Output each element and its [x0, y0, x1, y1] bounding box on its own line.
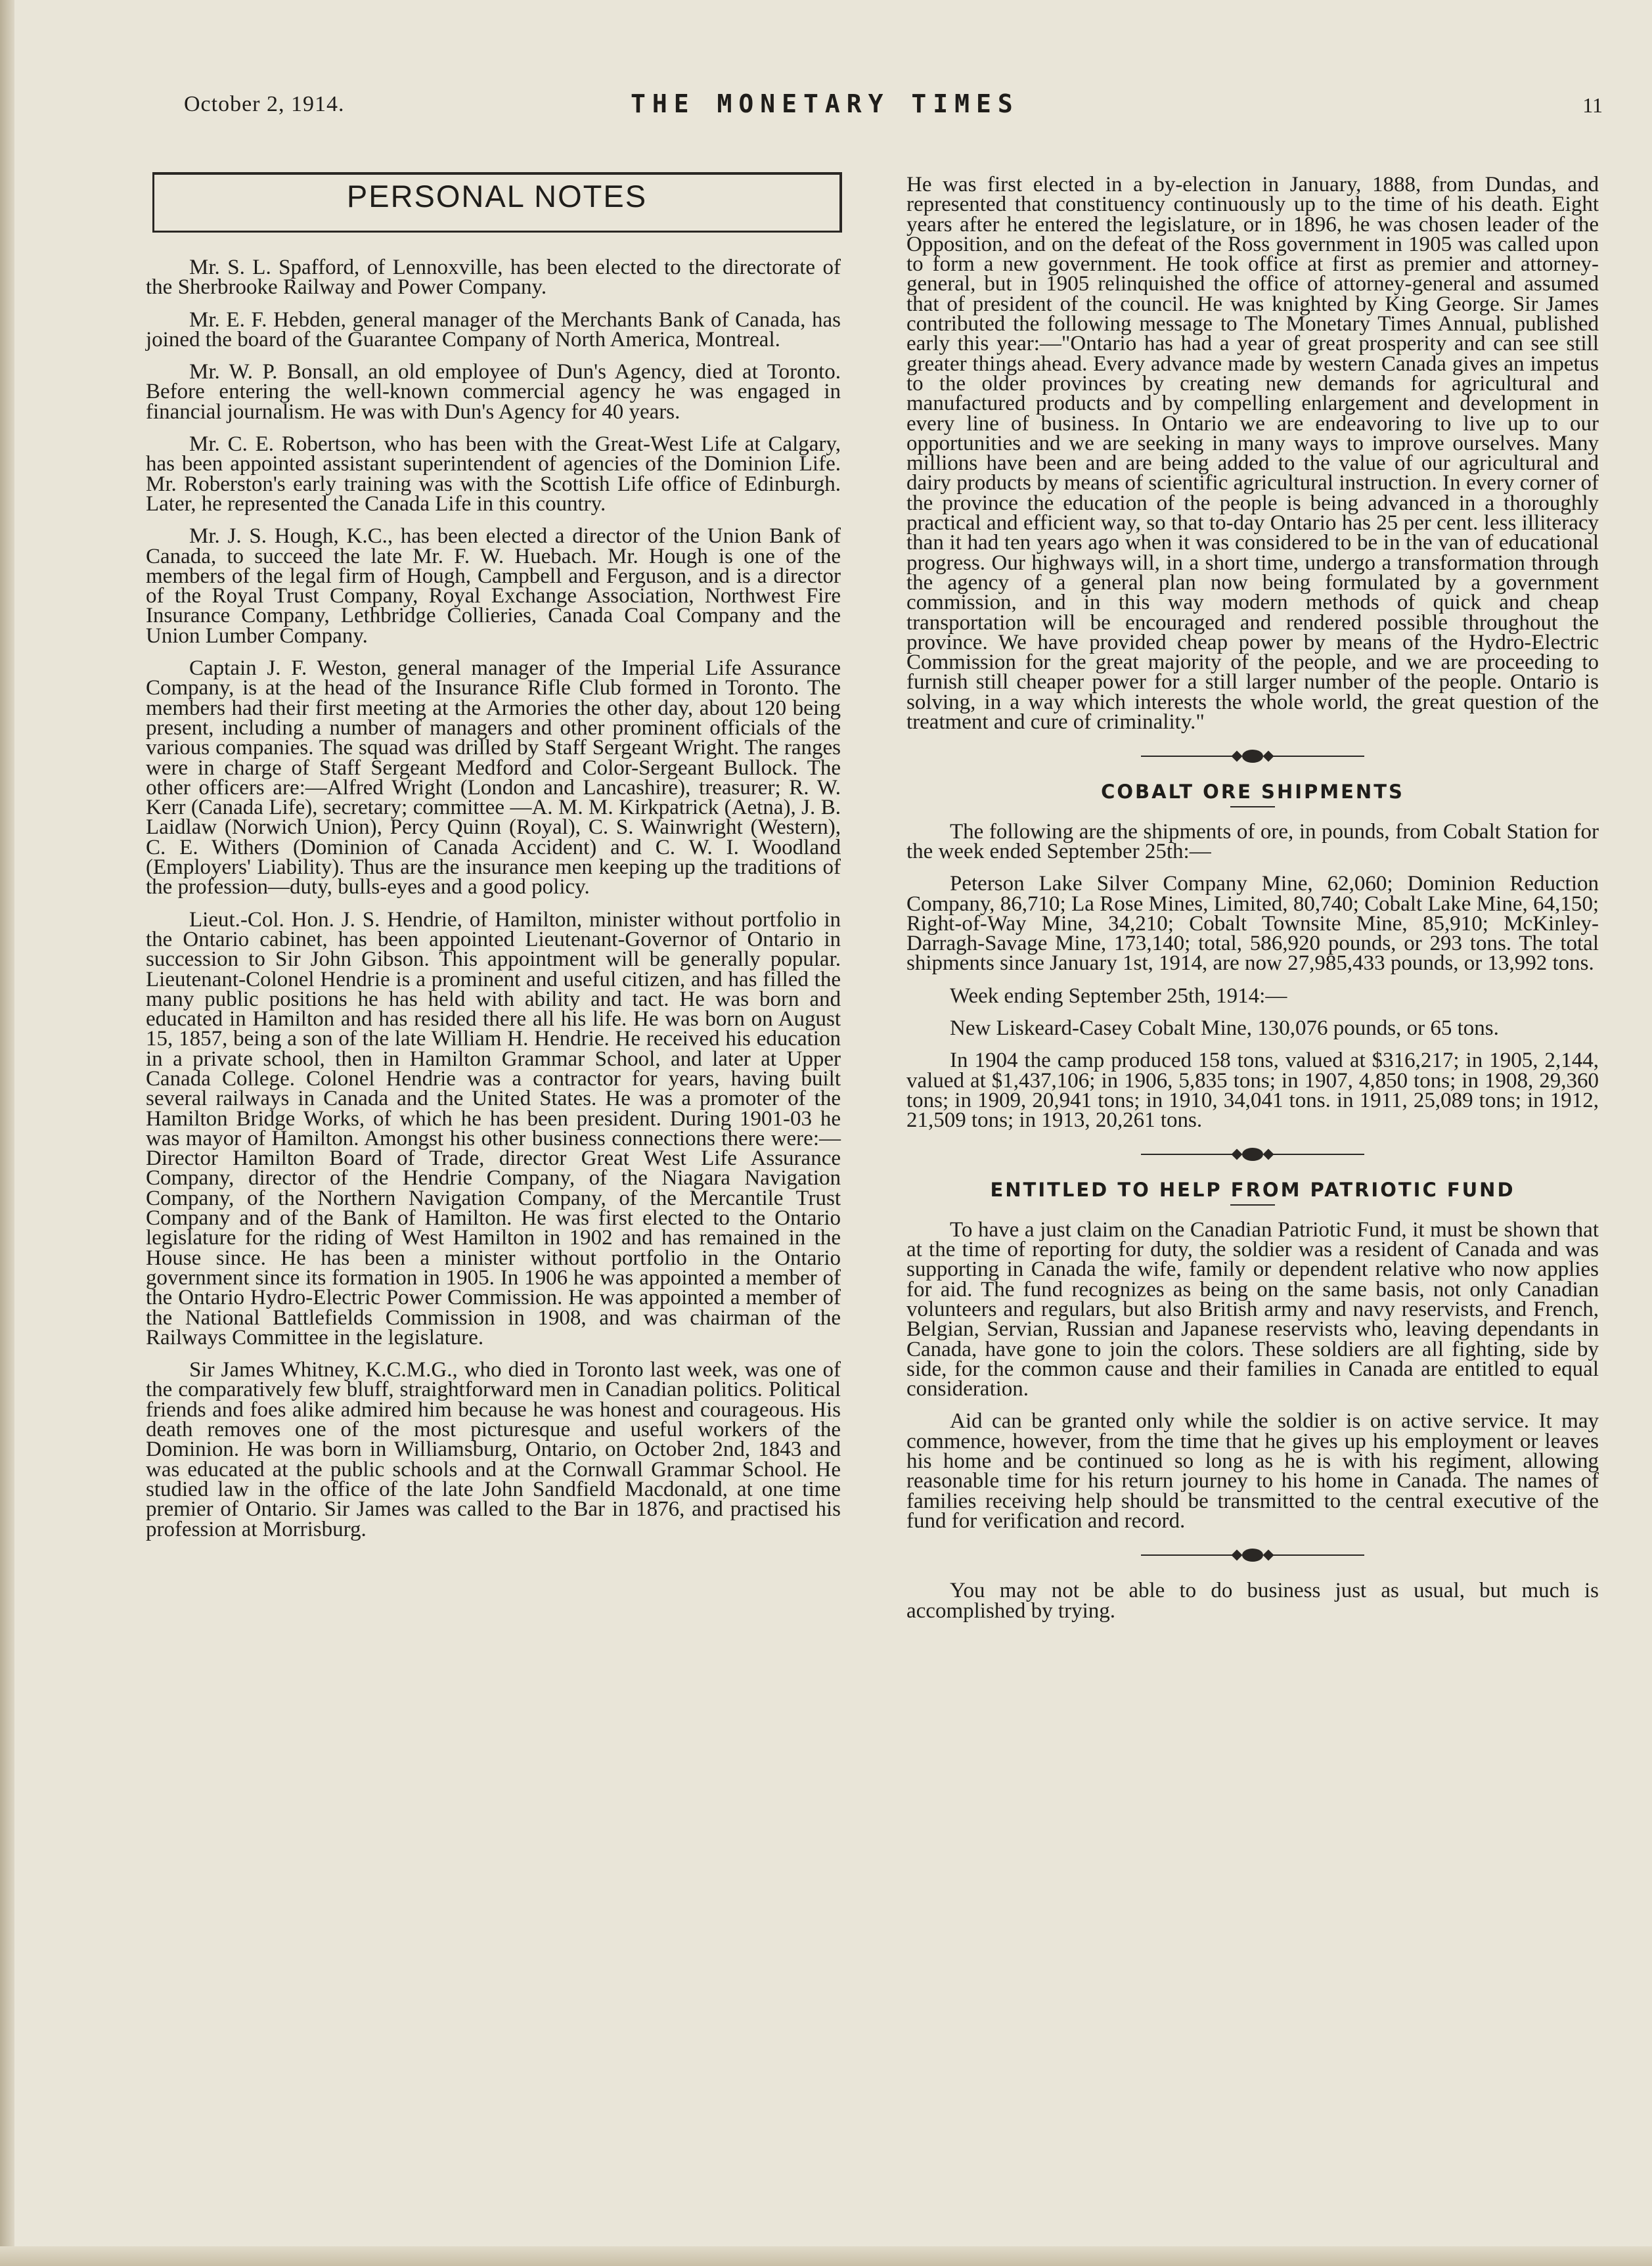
heading-rule — [1230, 1204, 1275, 1206]
right-column — [906, 175, 1599, 1633]
section-title: PERSONAL NOTES — [346, 179, 648, 214]
page-bottom-edge — [0, 2246, 1652, 2266]
issue-date: October 2, 1914. — [184, 92, 345, 116]
page-gutter-shadow — [0, 0, 14, 2266]
personal-note-paragraph: Mr. W. P. Bonsall, an old employee of Dun's Agency, died at Toronto. Before entering the well-known commercial agency he was engaged in financial journalism. He was with Dun's Agency for 40 years. — [146, 360, 841, 424]
personal-note-paragraph: Mr. J. S. Hough, K.C., has been elected a director of the Union Bank of Canada, to succeed the late Mr. F. W. Huebach. Mr. Hough is one of the members of the legal firm of Hough, Campbell and Ferguson, and is a director of the Royal Trust Company, Royal Exchange Association, Northwest Fire Insurance Company, Lethbridge Collieries, Canada Coal Company and the Union Lumber Company. — [146, 524, 841, 648]
personal-note-paragraph: Mr. E. F. Hebden, general manager of the Merchants Bank of Canada, has joined the board of the Guarantee Company of North America, Montreal. — [146, 307, 841, 351]
section-divider-ornament — [1141, 1545, 1364, 1565]
patriotic-paragraph: Aid can be granted only while the soldier is on active service. It may commence, however, from the time that he gives up his employment or leaves his home and be continued so long as he is with his regiment, allowing reasonable time for his return journey to his home in Canada. The names of families receiving help should be transmitted to the central executive of the fund for verification and record. — [906, 1409, 1599, 1533]
personal-note-paragraph: Lieut.-Col. Hon. J. S. Hendrie, of Hamilton, minister without portfolio in the Ontario cabinet, has been appointed Lieutenant-Governor of Ontario in succession to Sir John Gibson. This appointment will be generally popular. Lieutenant-Colonel Hendrie is a prominent and useful citizen, and has filled the many public positions he has held with ability and tact. He was born and educated in Hamilton and has resided there all his life. He was born on August 15, 1857, being a son of the late William H. Hendrie. He received his education in a private school, then in Hamilton Grammar School, and later at Upper Canada College. Colonel Hendrie was a contractor for years, having built several railways in Canada and the United States. He was a promoter of the Hamilton Bridge Works, of which he has been president. During 1901-03 he was mayor of Hamilton. Amongst his other business connections there were:—Director Hamilton Board of Trade, director Great West Life Assurance Company, director of the Hendrie Company, of the Niagara Navigation Company, of the Northern Navigation Company, of the Mercantile Trust Company and of the Bank of Hamilton. He was first elected to the Ontario legislature for the riding of West Hamilton in 1902 and has remained in the House since. He has been a minister without portfolio in the Ontario government since its formation in 1905. In 1906 he was appointed a member of the Ontario Hydro-Electric Power Commission. He was appointed a member of the National Battlefields Commission in 1908, and was chairman of the Railways Committee in the legislature. — [146, 907, 841, 1349]
personal-note-paragraph: Mr. S. L. Spafford, of Lennoxville, has been elected to the directorate of the Sherbrooke Railway and Power Company. — [146, 256, 841, 300]
continued-paragraph: He was first elected in a by-election in January, 1888, from Dundas, and represented that constituency continuously up to the time of his death. Eight years after he entered the legislature, or in 1896, he was chosen leader of the Opposition, and on the defeat of the Ross government in 1905 was called upon to form a new government. He took office at first as premier and attorney-general, but in 1905 relinquished the office of attorney-general and assumed that of president of the council. He was knighted by King George. Sir James contributed the following message to The Monetary Times Annual, published early this year:—"Ontario has had a year of great prosperity and can see still greater things ahead. Every advance made by western Canada gives an impetus to the older provinces by creating new demands for agricultural and manufactured products and by compelling enlargement and development in every line of business. In Ontario we are endeavoring to live up to our opportunities and we are seeking in many ways to improve ourselves. Many millions have been and are being added to the value of our agricultural and dairy products by means of scientific agricultural instruction. In every corner of the province the education of the people is being advanced in a thoroughly practical and efficient way, so that to-day Ontario has 25 per cent. less illiteracy than it had ten years ago when it was considered to be in the van of educational progress. Our highways will, in a short time, undergo a transformation through the agency of a general plan now being formulated by a government commission, and in this way modern methods of quick and cheap transportation will be encouraged and rendered possible throughout the province. We have provided cheap power by means of the Hydro-Electric Commission for the great majority of the people, and we are proceeding to furnish still cheaper power for a still larger number of the people. Ontario is solving, in a way which interests the whole world, the great question of the treatment and cure of criminality." — [906, 173, 1599, 735]
patriotic-fund-heading: ENTITLED TO HELP FROM PATRIOTIC FUND — [990, 1179, 1515, 1202]
page-number: 11 — [1582, 93, 1603, 117]
cobalt-paragraph: Week ending September 25th, 1914:— — [950, 984, 1287, 1008]
patriotic-paragraph: To have a just claim on the Canadian Patriotic Fund, it must be shown that at the time of reporting for duty, the soldier was a resident of Canada and was supporting in Canada the wife, family or dependent relative who now applies for aid. The fund recognizes as being on the same basis, not only Canadian volunteers and regulars, but also British army and navy reservists, and French, Belgian, Servian, Russian and Japanese reservists who, leaving dependants in Canada, have gone to join the colors. These soldiers are all fighting, side by side, for the common cause and their families in Canada are entitled to equal consideration. — [906, 1217, 1599, 1401]
heading-rule — [1230, 806, 1275, 807]
personal-note-paragraph: Sir James Whitney, K.C.M.G., who died in Toronto last week, was one of the comparatively few bluff, straightforward men in Canadian politics. Political friends and foes alike admired him because he was honest and courageous. His death removes one of the most picturesque and useful workers of the Dominion. He was born in Williamsburg, Ontario, on October 2nd, 1843 and was educated at the public schools and at the Cornwall Grammar School. He studied law in the office of the late John Sandfield Macdonald, at one time premier of Ontario. Sir James was called to the Bar in 1876, and practised his profession at Morrisburg. — [146, 1358, 841, 1541]
personal-note-paragraph: Mr. C. E. Robertson, who has been with the Great-West Life at Calgary, has been appointed assistant superintendent of agencies of the Dominion Life. Mr. Roberston's early training was with the Scottish Life office of Edinburgh. Later, he represented the Canada Life in this country. — [146, 432, 841, 516]
section-divider-ornament — [1141, 746, 1364, 766]
personal-note-paragraph: Captain J. F. Weston, general manager of the Imperial Life Assurance Company, is at the head of the Insurance Rifle Club formed in Toronto. The members had their first meeting at the Armories the other day, about 120 being present, including a number of managers and other prominent officials of the various companies. The squad was drilled by Staff Sergeant Wright. The ranges were in charge of Staff Sergeant Medford and Color-Sergeant Bullock. The other officers are:—Alfred Wright (London and Lancashire), treasurer; R. W. Kerr (Canada Life), secretary; committee —A. M. M. Kirkpatrick (Aetna), J. B. Laidlaw (Norwich Union), Percy Quinn (Royal), C. S. Wainwright (Western), C. E. Withers (Dominion of Canada Accident) and C. W. I. Woodland (Employers' Liability). Thus are the insurance men keeping up the traditions of the profession—duty, bulls-eyes and a good policy. — [146, 656, 841, 899]
cobalt-paragraph: Peterson Lake Silver Company Mine, 62,060; Dominion Reduction Company, 86,710; La Rose Mines, Limited, 80,740; Cobalt Lake Mine, 64,150; Right-of-Way Mine, 34,210; Cobalt Townsite Mine, 85,910; McKinley-Darragh-Savage Mine, 173,140; total, 586,920 pounds, or 293 tons. The total shipments since January 1st, 1914, are now 27,985,433 pounds, or 13,992 tons. — [906, 872, 1599, 976]
cobalt-heading: COBALT ORE SHIPMENTS — [1101, 781, 1404, 804]
cobalt-paragraph: In 1904 the camp produced 158 tons, valued at $316,217; in 1905, 2,144, valued at $1,437,106; in 1906, 5,835 tons; in 1907, 4,850 tons; in 1908, 29,360 tons; in 1909, 20,941 tons; in 1910, 34,041 tons. in 1911, 25,089 tons; in 1912, 21,509 tons; in 1913, 20,261 tons. — [906, 1049, 1599, 1133]
section-divider-ornament — [1141, 1144, 1364, 1164]
publication-title: THE MONETARY TIMES — [631, 89, 1019, 118]
cobalt-paragraph: The following are the shipments of ore, in pounds, from Cobalt Station for the week ended September 25th:— — [906, 819, 1599, 863]
page-header — [184, 89, 1603, 131]
section-title-box — [152, 172, 842, 233]
cobalt-paragraph: New Liskeard-Casey Cobalt Mine, 130,076 pounds, or 65 tons. — [950, 1016, 1499, 1040]
left-column — [146, 172, 841, 1552]
closing-remark: You may not be able to do business just as usual, but much is accomplished by trying. — [906, 1579, 1599, 1623]
